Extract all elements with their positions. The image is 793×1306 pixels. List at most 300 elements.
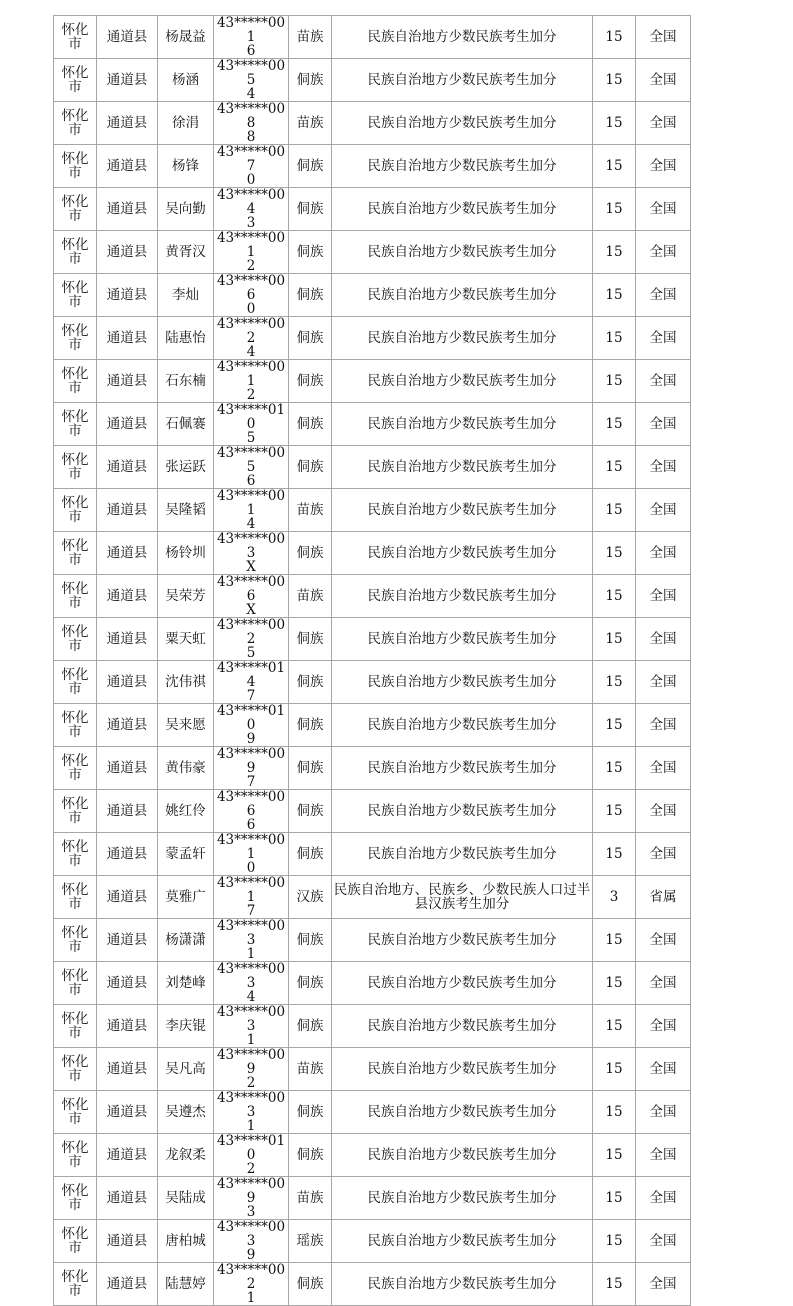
city-line-2: 市 [68,1197,82,1213]
name-cell: 徐涓 [158,102,214,145]
scope-cell: 全国 [636,962,691,1005]
city-line-1: 怀化 [61,1054,89,1070]
table-row [54,188,691,231]
ethnicity-cell: 侗族 [289,661,332,704]
ethnicity-cell: 侗族 [289,704,332,747]
bonus-points-cell: 15 [593,403,636,446]
id-line-1: 43*****002 [216,316,286,346]
name-cell: 吴凡高 [158,1048,214,1091]
ethnicity-cell: 侗族 [289,1263,332,1306]
id-number-cell [214,1263,289,1306]
bonus-points-cell: 15 [593,1048,636,1091]
city-line-2: 市 [68,1240,82,1256]
county-cell: 通道县 [97,317,158,360]
city-line-2: 市 [68,1068,82,1084]
id-line-2: 0 [246,301,256,317]
ethnicity-cell: 侗族 [289,360,332,403]
bonus-points-table [53,15,691,1306]
city-line-1: 怀化 [61,839,89,855]
name-cell: 杨涵 [158,59,214,102]
county-cell: 通道县 [97,102,158,145]
id-line-1: 43*****003 [216,1090,286,1120]
id-line-1: 43*****001 [216,15,286,45]
id-line-2: 3 [246,1204,256,1220]
id-number-cell [214,833,289,876]
city-cell [54,1048,97,1091]
city-cell [54,360,97,403]
ethnicity-cell: 侗族 [289,790,332,833]
name-cell: 吴陆成 [158,1177,214,1220]
ethnicity-cell: 侗族 [289,446,332,489]
name-cell: 吴荣芳 [158,575,214,618]
bonus-points-cell: 15 [593,747,636,790]
city-line-1: 怀化 [61,538,89,554]
scope-cell: 全国 [636,1220,691,1263]
table-row [54,1048,691,1091]
id-line-1: 43*****010 [216,402,286,432]
name-cell: 吴向勤 [158,188,214,231]
name-cell: 姚红伶 [158,790,214,833]
id-line-2: 8 [246,129,256,145]
id-number-cell [214,274,289,317]
city-line-2: 市 [68,982,82,998]
bonus-reason-cell: 民族自治地方少数民族考生加分 [332,532,593,575]
city-line-2: 市 [68,466,82,482]
ethnicity-cell: 侗族 [289,532,332,575]
bonus-points-cell: 15 [593,145,636,188]
bonus-points-cell: 15 [593,1134,636,1177]
scope-cell: 全国 [636,446,691,489]
city-cell [54,532,97,575]
county-cell: 通道县 [97,16,158,59]
city-line-1: 怀化 [61,194,89,210]
id-line-2: 6 [246,473,256,489]
city-line-1: 怀化 [61,1097,89,1113]
table-row [54,747,691,790]
bonus-reason-cell: 民族自治地方少数民族考生加分 [332,919,593,962]
id-line-1: 43*****004 [216,187,286,217]
name-cell: 唐柏城 [158,1220,214,1263]
county-cell: 通道县 [97,747,158,790]
ethnicity-cell: 侗族 [289,231,332,274]
city-cell [54,747,97,790]
id-line-1: 43*****001 [216,875,286,905]
name-cell: 吴来愿 [158,704,214,747]
city-line-1: 怀化 [61,1011,89,1027]
bonus-reason-cell: 民族自治地方少数民族考生加分 [332,1263,593,1306]
scope-cell: 全国 [636,317,691,360]
city-line-1: 怀化 [61,1226,89,1242]
county-cell: 通道县 [97,833,158,876]
city-line-1: 怀化 [61,323,89,339]
bonus-reason-cell: 民族自治地方少数民族考生加分 [332,102,593,145]
id-number-cell [214,59,289,102]
bonus-points-cell: 15 [593,360,636,403]
table-row [54,145,691,188]
id-line-2: 7 [246,688,256,704]
bonus-reason-cell: 民族自治地方少数民族考生加分 [332,747,593,790]
city-line-2: 市 [68,853,82,869]
table-row [54,360,691,403]
id-line-1: 43*****008 [216,101,286,131]
bonus-reason-cell: 民族自治地方少数民族考生加分 [332,403,593,446]
id-line-2: 2 [246,387,256,403]
table-row [54,704,691,747]
bonus-points-cell: 15 [593,704,636,747]
scope-cell: 全国 [636,919,691,962]
city-cell [54,403,97,446]
city-line-2: 市 [68,1111,82,1127]
city-cell [54,102,97,145]
id-number-cell [214,317,289,360]
county-cell: 通道县 [97,790,158,833]
city-line-2: 市 [68,1025,82,1041]
id-number-cell [214,16,289,59]
ethnicity-cell: 侗族 [289,1091,332,1134]
county-cell: 通道县 [97,1091,158,1134]
id-line-1: 43*****010 [216,1133,286,1163]
city-line-2: 市 [68,896,82,912]
scope-cell: 全国 [636,59,691,102]
bonus-reason-cell: 民族自治地方少数民族考生加分 [332,962,593,1005]
id-number-cell [214,575,289,618]
ethnicity-cell: 侗族 [289,962,332,1005]
table-row [54,532,691,575]
table-row [54,1091,691,1134]
city-line-1: 怀化 [61,65,89,81]
table-row [54,317,691,360]
scope-cell: 全国 [636,833,691,876]
id-line-1: 43*****001 [216,230,286,260]
table-row [54,446,691,489]
id-line-2: 6 [246,817,256,833]
bonus-reason-cell: 民族自治地方、民族乡、少数民族人口过半县汉族考生加分 [332,876,593,919]
bonus-reason-cell: 民族自治地方少数民族考生加分 [332,1220,593,1263]
ethnicity-cell: 侗族 [289,747,332,790]
scope-cell: 全国 [636,661,691,704]
county-cell: 通道县 [97,1134,158,1177]
bonus-points-cell: 15 [593,962,636,1005]
bonus-reason-cell: 民族自治地方少数民族考生加分 [332,317,593,360]
county-cell: 通道县 [97,876,158,919]
id-line-2: 0 [246,860,256,876]
ethnicity-cell: 苗族 [289,102,332,145]
bonus-points-cell: 15 [593,661,636,704]
id-number-cell [214,1177,289,1220]
table-row [54,102,691,145]
city-cell [54,231,97,274]
table-row [54,403,691,446]
id-number-cell [214,1134,289,1177]
id-line-2: 1 [246,1290,256,1306]
ethnicity-cell: 侗族 [289,317,332,360]
county-cell: 通道县 [97,188,158,231]
city-line-1: 怀化 [61,409,89,425]
county-cell: 通道县 [97,1263,158,1306]
bonus-points-cell: 15 [593,532,636,575]
city-cell [54,575,97,618]
id-number-cell [214,1091,289,1134]
city-line-2: 市 [68,810,82,826]
table-row [54,919,691,962]
ethnicity-cell: 侗族 [289,188,332,231]
name-cell: 蒙孟轩 [158,833,214,876]
city-line-2: 市 [68,509,82,525]
bonus-reason-cell: 民族自治地方少数民族考生加分 [332,489,593,532]
id-line-1: 43*****002 [216,617,286,647]
bonus-reason-cell: 民族自治地方少数民族考生加分 [332,1048,593,1091]
county-cell: 通道县 [97,532,158,575]
id-number-cell [214,231,289,274]
id-number-cell [214,704,289,747]
bonus-points-cell: 15 [593,317,636,360]
scope-cell: 全国 [636,1134,691,1177]
bonus-reason-cell: 民族自治地方少数民族考生加分 [332,833,593,876]
ethnicity-cell: 侗族 [289,59,332,102]
bonus-points-cell: 3 [593,876,636,919]
bonus-points-cell: 15 [593,1263,636,1306]
bonus-points-cell: 15 [593,919,636,962]
scope-cell: 全国 [636,145,691,188]
bonus-points-cell: 15 [593,1005,636,1048]
id-line-1: 43*****007 [216,144,286,174]
city-cell [54,317,97,360]
city-line-1: 怀化 [61,22,89,38]
city-cell [54,919,97,962]
bonus-reason-cell: 民族自治地方少数民族考生加分 [332,360,593,403]
city-line-2: 市 [68,552,82,568]
table-row [54,876,691,919]
bonus-reason-cell: 民族自治地方少数民族考生加分 [332,704,593,747]
city-line-2: 市 [68,595,82,611]
city-line-1: 怀化 [61,108,89,124]
ethnicity-cell: 侗族 [289,274,332,317]
ethnicity-cell: 侗族 [289,1005,332,1048]
city-line-1: 怀化 [61,753,89,769]
table-row [54,1005,691,1048]
id-line-1: 43*****009 [216,1176,286,1206]
city-cell [54,618,97,661]
bonus-reason-cell: 民族自治地方少数民族考生加分 [332,446,593,489]
id-line-1: 43*****005 [216,58,286,88]
bonus-reason-cell: 民族自治地方少数民族考生加分 [332,16,593,59]
bonus-reason-cell: 民族自治地方少数民族考生加分 [332,1177,593,1220]
ethnicity-cell: 苗族 [289,1177,332,1220]
id-line-2: 3 [246,215,256,231]
id-number-cell [214,102,289,145]
id-number-cell [214,1048,289,1091]
ethnicity-cell: 苗族 [289,575,332,618]
id-number-cell [214,618,289,661]
bonus-points-cell: 15 [593,489,636,532]
name-cell: 黄伟豪 [158,747,214,790]
city-cell [54,962,97,1005]
bonus-reason-cell: 民族自治地方少数民族考生加分 [332,59,593,102]
scope-cell: 全国 [636,1005,691,1048]
city-cell [54,446,97,489]
county-cell: 通道县 [97,360,158,403]
id-line-2: X [246,602,256,618]
id-line-2: 5 [246,430,256,446]
ethnicity-cell: 侗族 [289,833,332,876]
id-line-2: 4 [246,344,256,360]
city-line-1: 怀化 [61,237,89,253]
city-line-2: 市 [68,638,82,654]
id-number-cell [214,919,289,962]
city-line-1: 怀化 [61,968,89,984]
city-cell [54,1005,97,1048]
id-line-2: 2 [246,258,256,274]
city-line-1: 怀化 [61,452,89,468]
city-line-1: 怀化 [61,1183,89,1199]
table-row [54,489,691,532]
city-line-1: 怀化 [61,151,89,167]
table-row [54,618,691,661]
table-row [54,661,691,704]
city-line-2: 市 [68,294,82,310]
bonus-reason-cell: 民族自治地方少数民族考生加分 [332,231,593,274]
city-cell [54,188,97,231]
id-number-cell [214,532,289,575]
city-line-1: 怀化 [61,925,89,941]
table-row [54,575,691,618]
city-cell [54,790,97,833]
bonus-points-cell: 15 [593,446,636,489]
id-line-1: 43*****003 [216,531,286,561]
city-line-1: 怀化 [61,495,89,511]
city-line-1: 怀化 [61,1269,89,1285]
id-line-1: 43*****006 [216,273,286,303]
id-number-cell [214,747,289,790]
county-cell: 通道县 [97,618,158,661]
id-number-cell [214,446,289,489]
city-line-2: 市 [68,939,82,955]
id-line-2: X [246,559,256,575]
city-cell [54,1134,97,1177]
city-cell [54,1091,97,1134]
table-row [54,274,691,317]
bonus-reason-cell: 民族自治地方少数民族考生加分 [332,618,593,661]
county-cell: 通道县 [97,59,158,102]
scope-cell: 全国 [636,403,691,446]
bonus-reason-cell: 民族自治地方少数民族考生加分 [332,1134,593,1177]
bonus-reason-cell: 民族自治地方少数民族考生加分 [332,575,593,618]
scope-cell: 全国 [636,1048,691,1091]
table-row [54,1177,691,1220]
scope-cell: 全国 [636,188,691,231]
city-line-2: 市 [68,36,82,52]
name-cell: 刘楚峰 [158,962,214,1005]
bonus-points-cell: 15 [593,1220,636,1263]
bonus-points-cell: 15 [593,102,636,145]
ethnicity-cell: 瑶族 [289,1220,332,1263]
name-cell: 李庆锟 [158,1005,214,1048]
table-row [54,59,691,102]
id-line-2: 2 [246,1161,256,1177]
scope-cell: 全国 [636,102,691,145]
ethnicity-cell: 侗族 [289,145,332,188]
id-line-2: 5 [246,645,256,661]
name-cell: 吴遵杰 [158,1091,214,1134]
bonus-reason-cell: 民族自治地方少数民族考生加分 [332,274,593,317]
ethnicity-cell: 苗族 [289,1048,332,1091]
bonus-points-cell: 15 [593,575,636,618]
bonus-reason-cell: 民族自治地方少数民族考生加分 [332,1091,593,1134]
city-cell [54,1220,97,1263]
id-line-2: 9 [246,1247,256,1263]
id-line-2: 1 [246,1032,256,1048]
name-cell: 张运跃 [158,446,214,489]
city-line-2: 市 [68,251,82,267]
city-cell [54,1177,97,1220]
id-line-2: 1 [246,1118,256,1134]
id-number-cell [214,403,289,446]
county-cell: 通道县 [97,403,158,446]
id-line-1: 43*****006 [216,574,286,604]
county-cell: 通道县 [97,919,158,962]
city-line-2: 市 [68,724,82,740]
id-line-1: 43*****001 [216,832,286,862]
name-cell: 杨晟益 [158,16,214,59]
county-cell: 通道县 [97,231,158,274]
city-line-2: 市 [68,337,82,353]
city-line-2: 市 [68,767,82,783]
county-cell: 通道县 [97,489,158,532]
scope-cell: 全国 [636,618,691,661]
bonus-points-cell: 15 [593,59,636,102]
city-line-2: 市 [68,681,82,697]
scope-cell: 全国 [636,704,691,747]
id-number-cell [214,1005,289,1048]
table-row [54,962,691,1005]
city-cell [54,489,97,532]
id-line-1: 43*****002 [216,1262,286,1292]
city-cell [54,661,97,704]
city-line-2: 市 [68,165,82,181]
city-line-1: 怀化 [61,882,89,898]
id-line-1: 43*****001 [216,488,286,518]
city-cell [54,145,97,188]
county-cell: 通道县 [97,1220,158,1263]
bonus-points-cell: 15 [593,790,636,833]
ethnicity-cell: 侗族 [289,403,332,446]
id-line-1: 43*****003 [216,918,286,948]
id-line-1: 43*****014 [216,660,286,690]
city-line-1: 怀化 [61,667,89,683]
name-cell: 杨锋 [158,145,214,188]
scope-cell: 全国 [636,231,691,274]
city-cell [54,274,97,317]
scope-cell: 全国 [636,747,691,790]
bonus-points-cell: 15 [593,1177,636,1220]
id-line-1: 43*****010 [216,703,286,733]
name-cell: 陆慧婷 [158,1263,214,1306]
id-line-2: 4 [246,989,256,1005]
name-cell: 石佩褰 [158,403,214,446]
name-cell: 陆惠怡 [158,317,214,360]
county-cell: 通道县 [97,661,158,704]
county-cell: 通道县 [97,962,158,1005]
id-number-cell [214,962,289,1005]
name-cell: 李灿 [158,274,214,317]
id-number-cell [214,661,289,704]
county-cell: 通道县 [97,1005,158,1048]
ethnicity-cell: 侗族 [289,618,332,661]
county-cell: 通道县 [97,145,158,188]
scope-cell: 全国 [636,1263,691,1306]
id-line-2: 4 [246,86,256,102]
city-line-2: 市 [68,122,82,138]
